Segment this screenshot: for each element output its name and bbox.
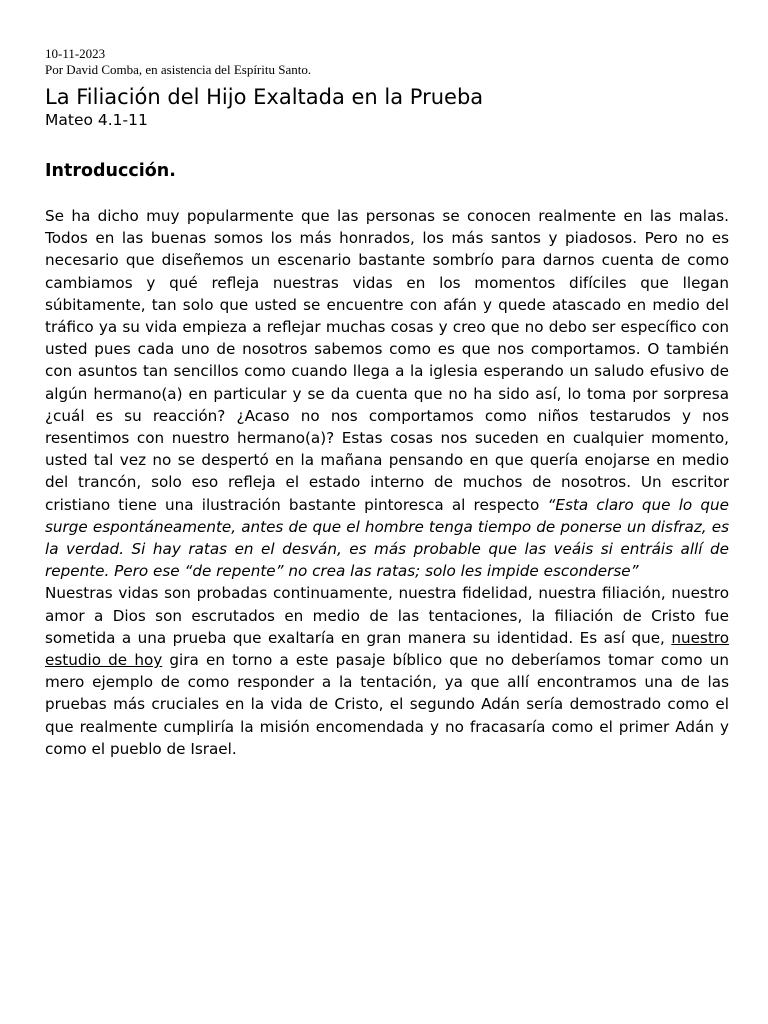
section-heading: Introducción.	[45, 161, 176, 181]
illustration-quote: “Esta claro que lo que surge espontáneamente, antes de que el hombre tenga tiempo de ponerse un disfraz, es la verdad. Si hay ratas en el desván, es más probable que las veáis si entráis allí de repente. Pero ese “de repente” no crea las ratas; solo les impide esconderse”	[45, 495, 729, 581]
document-date: 10-11-2023	[45, 46, 106, 61]
paragraph-1-text: Se ha dicho muy popularmente que las personas se conocen realmente en las malas. Todos en las buenas somos los más honrados, los más santos y piadosos. Pero no es necesario que diseñemos un escenario bastante sombrío para darnos cuenta de como cambiamos y qué refleja nuestras vidas en los momentos difíciles que llegan súbitamente, tan solo que usted se encuentre con afán y quede atascado en medio del tráfico ya su vida empieza a reflejar muchas cosas y creo que no debo ser específico con usted pues cada uno de nosotros sabemos como es que nos comportamos. O también con asuntos tan sencillos como cuando llega a la iglesia esperando un saludo efusivo de algún hermano(a) en particular y se da cuenta que no ha sido así, lo toma por sorpresa ¿cuál es su reacción? ¿Acaso no nos comportamos como niños testarudos y nos resentimos con nuestro hermano(a)? Estas cosas nos suceden en cualquier momento, usted tal vez no se despertó en la mañana pensando en que quería enojarse en medio del trancón, solo eso refleja el estado interno de muchos de nosotros. Un escritor cristiano tiene una ilustración bastante pintoresca al respecto	[45, 207, 729, 514]
document-page	[45, 46, 729, 760]
scripture-reference: Mateo 4.1-11	[45, 111, 148, 129]
document-title: La Filiación del Hijo Exaltada en la Prueba	[45, 85, 484, 109]
introduction-paragraph-2	[45, 582, 729, 760]
paragraph-2-text-after: gira en torno a este pasaje bíblico que no deberíamos tomar como un mero ejemplo de como responder a la tentación, ya que allí encontramos una de las pruebas más cruciales en la vida de Cristo, el segundo Adán sería demostrado como el que realmente cumpliría la misión encomendada y no fracasaría como el primer Adán y como el pueblo de Israel.	[45, 651, 729, 758]
introduction-paragraph-1	[45, 205, 729, 582]
paragraph-2-text-before: Nuestras vidas son probadas continuamente, nuestra fidelidad, nuestra filiación, nuestro amor a Dios son escrutados en medio de las tentaciones, la filiación de Cristo fue sometida a una prueba que exaltaría en gran manera su identidad. Es así que,	[45, 584, 729, 647]
underlined-phrase: nuestro estudio de hoy	[45, 628, 729, 670]
document-author: Por David Comba, en asistencia del Espíritu Santo.	[45, 62, 312, 77]
